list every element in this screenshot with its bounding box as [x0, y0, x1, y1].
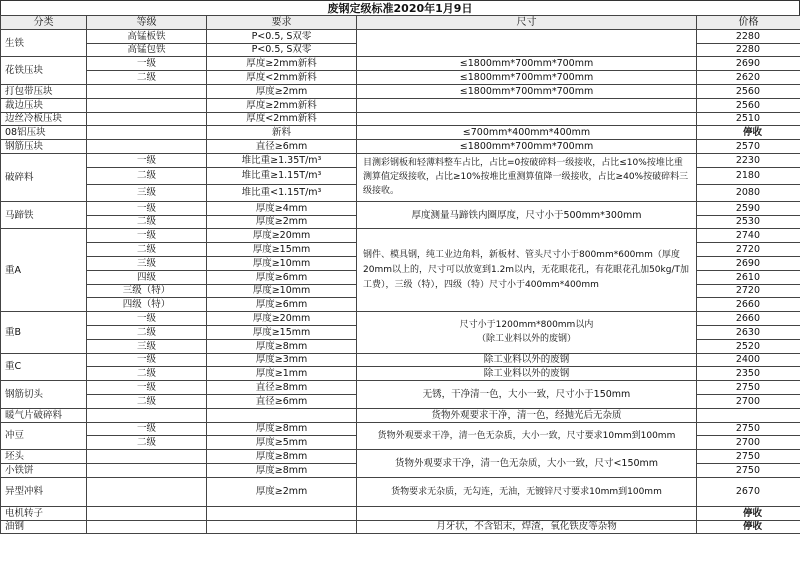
size-cell: 目测彩钢板和轻薄料整车占比，占比=0按破碎料一级接收，占比≤10%按堆比重测算值定级接收，占比≥10%按堆比重测算值降一级接收，占比≥40%按破碎料三级接收。 — [357, 153, 697, 201]
grade-cell: 二级 — [87, 243, 207, 257]
header-requirement: 要求 — [207, 16, 357, 30]
grade-cell: 一级 — [87, 201, 207, 215]
grade-cell — [87, 506, 207, 520]
sheet-title: 废钢定级标准2020年1月9日 — [0, 0, 800, 15]
price-cell: 2690 — [697, 57, 800, 71]
price-cell: 2740 — [697, 229, 800, 243]
price-cell: 2570 — [697, 140, 800, 154]
grade-cell: 高锰包铁 — [87, 43, 207, 57]
requirement-cell: 厚度≥8mm — [207, 422, 357, 436]
grade-cell: 一级 — [87, 312, 207, 326]
category-cell: 破碎料 — [1, 153, 87, 201]
category-cell: 电机转子 — [1, 506, 87, 520]
size-cell: ≤1800mm*700mm*700mm — [357, 71, 697, 85]
requirement-cell — [207, 520, 357, 534]
table-row — [1, 353, 800, 367]
price-cell: 2400 — [697, 353, 800, 367]
grade-cell: 四级 — [87, 270, 207, 284]
size-cell — [357, 312, 697, 353]
size-cell — [357, 112, 697, 126]
price-cell: 2080 — [697, 184, 800, 201]
table-row — [1, 98, 800, 112]
category-cell: 裁边压块 — [1, 98, 87, 112]
category-cell: 花铁压块 — [1, 57, 87, 85]
table-row — [1, 367, 800, 381]
requirement-cell: 厚度≥4mm — [207, 201, 357, 215]
grade-cell — [87, 126, 207, 140]
requirement-cell: 厚度≥5mm — [207, 436, 357, 450]
price-cell: 2610 — [697, 270, 800, 284]
grade-cell: 四级（特） — [87, 298, 207, 312]
grade-cell: 二级 — [87, 71, 207, 85]
price-cell: 2700 — [697, 394, 800, 408]
price-cell: 停收 — [697, 520, 800, 534]
price-cell: 2560 — [697, 98, 800, 112]
size-cell: 除工业料以外的废钢 — [357, 353, 697, 367]
grade-cell: 一级 — [87, 229, 207, 243]
category-cell: 暖气片破碎料 — [1, 408, 87, 422]
grade-cell — [87, 140, 207, 154]
size-cell: 无锈，干净清一色，大小一致，尺寸小于150mm — [357, 381, 697, 409]
category-cell: 重A — [1, 229, 87, 312]
size-cell: 钢件、模具钢，纯工业边角料，新板材、管头尺寸小于800mm*600mm（厚度20mm以上的，尺寸可以放宽到1.2m以内，无花眼花孔，有花眼花孔加50kg/T加工费），三级（特），四级（特）尺寸小于400mm*400mm — [357, 229, 697, 312]
grade-cell — [87, 408, 207, 422]
grade-cell — [87, 84, 207, 98]
table-row — [1, 422, 800, 436]
grade-cell: 三级（特） — [87, 284, 207, 298]
table-row — [1, 112, 800, 126]
price-cell: 2720 — [697, 243, 800, 257]
table-row — [1, 477, 800, 506]
price-cell: 2180 — [697, 167, 800, 184]
price-cell: 2620 — [697, 71, 800, 85]
table-row — [1, 520, 800, 534]
grade-cell — [87, 477, 207, 506]
price-cell: 2510 — [697, 112, 800, 126]
size-line: 尺寸小于1200mm*800mm以内 — [459, 320, 594, 331]
grade-cell: 二级 — [87, 325, 207, 339]
price-cell: 停收 — [697, 126, 800, 140]
size-cell: 货物外观要求干净，清一色无杂质，大小一致，尺寸<150mm — [357, 450, 697, 478]
header-grade: 等级 — [87, 16, 207, 30]
grade-cell: 二级 — [87, 215, 207, 229]
category-cell: 钢筋切头 — [1, 381, 87, 409]
category-cell: 边丝冷板压块 — [1, 112, 87, 126]
grade-cell: 三级 — [87, 256, 207, 270]
grade-cell: 一级 — [87, 353, 207, 367]
category-cell: 生铁 — [1, 29, 87, 57]
size-cell — [357, 29, 697, 57]
price-cell: 2350 — [697, 367, 800, 381]
table-row — [1, 71, 800, 85]
grade-cell — [87, 463, 207, 477]
grade-cell: 二级 — [87, 436, 207, 450]
price-cell: 2280 — [697, 29, 800, 43]
requirement-cell — [207, 506, 357, 520]
requirement-cell: 厚度≥1mm — [207, 367, 357, 381]
requirement-cell: 厚度≥6mm — [207, 298, 357, 312]
price-cell: 2750 — [697, 450, 800, 464]
category-cell: 冲豆 — [1, 422, 87, 450]
grade-cell: 一级 — [87, 422, 207, 436]
price-cell: 停收 — [697, 506, 800, 520]
table-row — [1, 140, 800, 154]
price-cell: 2230 — [697, 153, 800, 167]
category-cell: 异型冲料 — [1, 477, 87, 506]
size-cell: 月牙状，不含铝末，焊渣，氧化铁皮等杂物 — [357, 520, 697, 534]
table-row — [1, 229, 800, 243]
grade-cell: 三级 — [87, 339, 207, 353]
grade-cell: 一级 — [87, 57, 207, 71]
price-cell: 2660 — [697, 312, 800, 326]
price-cell: 2750 — [697, 463, 800, 477]
category-cell: 小铁饼 — [1, 463, 87, 477]
grade-table — [0, 15, 800, 534]
requirement-cell: 厚度≥2mm新料 — [207, 98, 357, 112]
table-row — [1, 84, 800, 98]
size-cell — [357, 98, 697, 112]
price-cell: 2670 — [697, 477, 800, 506]
price-cell: 2560 — [697, 84, 800, 98]
header-row — [1, 16, 800, 30]
grade-cell: 二级 — [87, 394, 207, 408]
category-cell: 重C — [1, 353, 87, 381]
size-cell: 厚度测量马蹄铁内圈厚度，尺寸小于500mm*300mm — [357, 201, 697, 229]
category-cell: 08铝压块 — [1, 126, 87, 140]
table-row — [1, 381, 800, 395]
requirement-cell: 堆比重≥1.15T/m³ — [207, 167, 357, 184]
requirement-cell: 厚度≥15mm — [207, 325, 357, 339]
table-row — [1, 450, 800, 464]
grade-cell — [87, 450, 207, 464]
price-cell: 2530 — [697, 215, 800, 229]
requirement-cell: 厚度≥8mm — [207, 450, 357, 464]
requirement-cell: 堆比重≥1.35T/m³ — [207, 153, 357, 167]
table-row — [1, 29, 800, 43]
table-row — [1, 312, 800, 326]
size-cell: ≤1800mm*700mm*700mm — [357, 84, 697, 98]
requirement-cell: P<0.5, S双零 — [207, 43, 357, 57]
category-cell: 马蹄铁 — [1, 201, 87, 229]
requirement-cell: 新料 — [207, 126, 357, 140]
grade-cell: 一级 — [87, 153, 207, 167]
price-cell: 2590 — [697, 201, 800, 215]
requirement-cell: 厚度≥2mm — [207, 84, 357, 98]
requirement-cell: 厚度≥2mm — [207, 477, 357, 506]
category-cell: 打包带压块 — [1, 84, 87, 98]
requirement-cell: 厚度≥8mm — [207, 463, 357, 477]
price-cell — [697, 408, 800, 422]
category-cell: 重B — [1, 312, 87, 353]
price-cell: 2520 — [697, 339, 800, 353]
size-cell: 货物外观要求干净，清一色，经抛光后无杂质 — [357, 408, 697, 422]
size-cell: ≤700mm*400mm*400mm — [357, 126, 697, 140]
requirement-cell: 直径≥8mm — [207, 381, 357, 395]
grade-cell — [87, 98, 207, 112]
price-cell: 2630 — [697, 325, 800, 339]
size-cell: ≤1800mm*700mm*700mm — [357, 140, 697, 154]
table-row — [1, 408, 800, 422]
category-cell: 钢筋压块 — [1, 140, 87, 154]
requirement-cell: 厚度≥3mm — [207, 353, 357, 367]
grade-cell: 二级 — [87, 167, 207, 184]
requirement-cell: 厚度≥2mm新料 — [207, 57, 357, 71]
requirement-cell: 厚度<2mm新料 — [207, 71, 357, 85]
price-cell: 2690 — [697, 256, 800, 270]
grade-cell — [87, 112, 207, 126]
requirement-cell: 直径≥6mm — [207, 394, 357, 408]
price-cell: 2750 — [697, 381, 800, 395]
grade-cell: 二级 — [87, 367, 207, 381]
requirement-cell: P<0.5, S双零 — [207, 29, 357, 43]
table-row — [1, 506, 800, 520]
price-cell: 2750 — [697, 422, 800, 436]
table-row — [1, 153, 800, 167]
grade-cell: 高锰板铁 — [87, 29, 207, 43]
requirement-cell: 厚度≥10mm — [207, 256, 357, 270]
grade-cell: 三级 — [87, 184, 207, 201]
size-cell — [357, 506, 697, 520]
requirement-cell: 厚度≥20mm — [207, 312, 357, 326]
size-cell: 货物要求无杂质，无勾连，无油，无镀锌尺寸要求10mm到100mm — [357, 477, 697, 506]
requirement-cell: 厚度≥10mm — [207, 284, 357, 298]
price-cell: 2720 — [697, 284, 800, 298]
category-cell: 坯头 — [1, 450, 87, 464]
price-cell: 2280 — [697, 43, 800, 57]
requirement-cell: 厚度≥20mm — [207, 229, 357, 243]
table-row — [1, 57, 800, 71]
requirement-cell: 厚度≥6mm — [207, 270, 357, 284]
price-cell: 2660 — [697, 298, 800, 312]
size-cell: 除工业料以外的废钢 — [357, 367, 697, 381]
table-row — [1, 201, 800, 215]
size-cell: 货物外观要求干净，清一色无杂质，大小一致，尺寸要求10mm到100mm — [357, 422, 697, 450]
requirement-cell: 堆比重<1.15T/m³ — [207, 184, 357, 201]
category-cell: 油钢 — [1, 520, 87, 534]
header-category: 分类 — [1, 16, 87, 30]
grade-cell: 一级 — [87, 381, 207, 395]
size-cell: ≤1800mm*700mm*700mm — [357, 57, 697, 71]
grade-cell — [87, 520, 207, 534]
price-cell: 2700 — [697, 436, 800, 450]
table-row — [1, 126, 800, 140]
requirement-cell: 厚度≥15mm — [207, 243, 357, 257]
requirement-cell: 厚度≥2mm — [207, 215, 357, 229]
requirement-cell: 厚度≥8mm — [207, 339, 357, 353]
requirement-cell — [207, 408, 357, 422]
size-line: （除工业料以外的废钢） — [476, 334, 576, 345]
requirement-cell: 直径≥6mm — [207, 140, 357, 154]
requirement-cell: 厚度<2mm新料 — [207, 112, 357, 126]
header-price: 价格 — [697, 16, 800, 30]
header-size: 尺寸 — [357, 16, 697, 30]
